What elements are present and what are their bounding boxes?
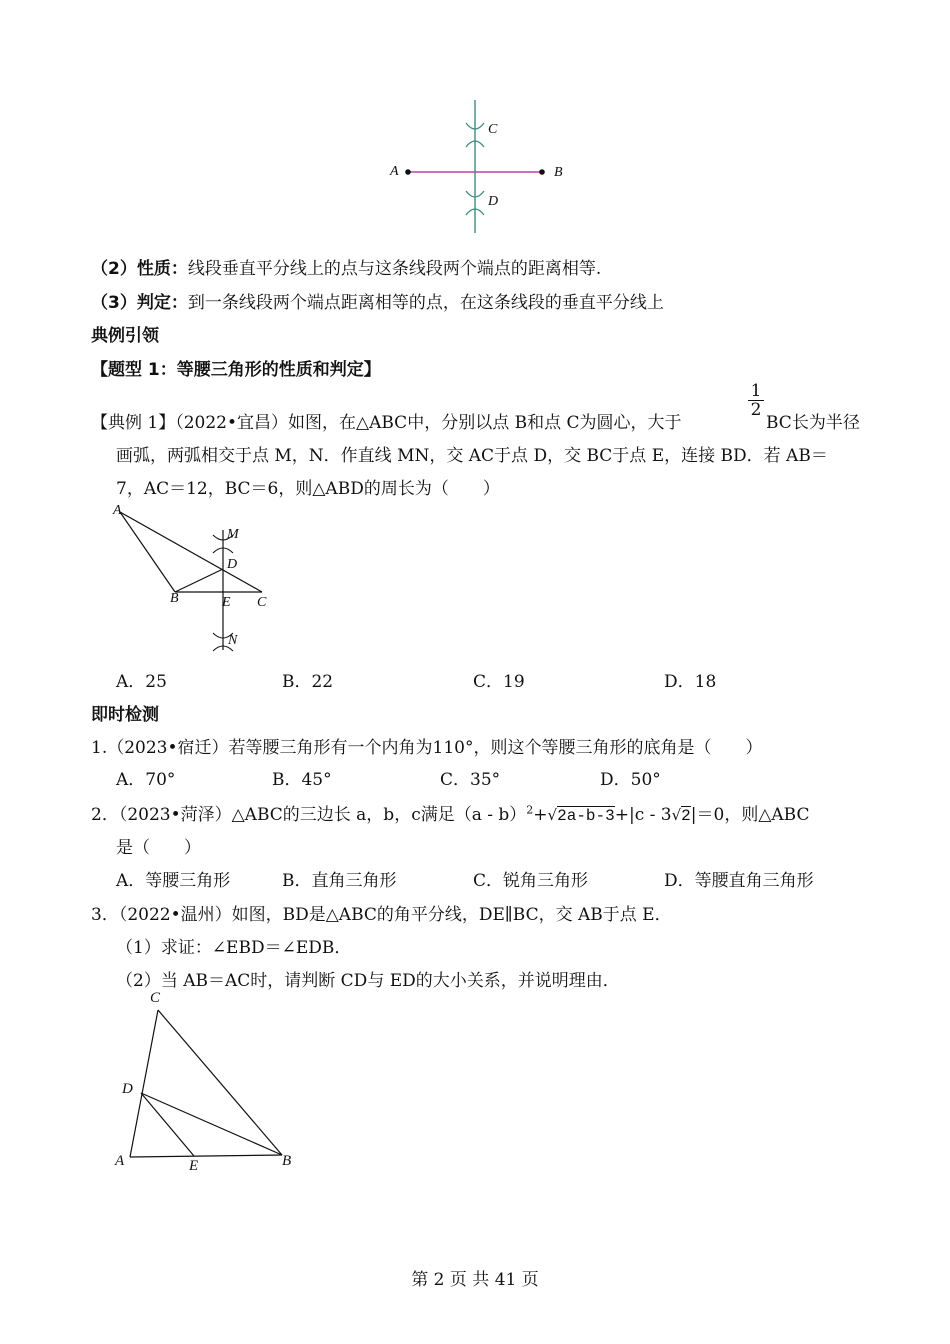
label-b-2: B	[170, 591, 179, 606]
sqrt-sign-2: √	[671, 806, 682, 824]
sqrt-sign: √	[547, 806, 558, 824]
section-heading-example: 典例引领	[91, 326, 159, 346]
label-m: M	[227, 527, 239, 542]
question-3-part-2: （2）当 AB＝AC时，请判断 CD与 ED的大小关系，并说明理由．	[116, 971, 620, 991]
question-3: 3．（2022•温州）如图，BD是△ABC的角平分线，DE∥BC，交 AB于点 E．	[91, 905, 672, 925]
side-ca	[130, 1010, 158, 1157]
example-1-option-c[interactable]: C．19	[473, 672, 525, 692]
q2-option-a[interactable]: A．等腰三角形	[116, 871, 231, 891]
example-1-option-d[interactable]: D．18	[664, 672, 717, 692]
example-1-option-b[interactable]: B．22	[282, 672, 334, 692]
label-b-3: B	[282, 1153, 292, 1169]
property-3-label: （3）判定：	[91, 293, 188, 313]
q1-option-d[interactable]: D．50°	[600, 770, 661, 790]
point-a	[405, 169, 411, 175]
label-a-2: A	[113, 503, 122, 518]
side-ac	[120, 512, 262, 592]
point-b	[539, 169, 545, 175]
example-1-head: 【典例 1】	[91, 413, 176, 433]
q2-tail: ＝0，则△ABC	[696, 805, 810, 825]
label-n: N	[228, 633, 238, 648]
property-2-text: 线段垂直平分线上的点与这条线段两个端点的距离相等.	[187, 259, 602, 279]
example-1-line-1-tail: BC长为半径	[766, 413, 860, 433]
example-1-line-2: 画弧，两弧相交于点 M，N．作直线 MN，交 AC于点 D，交 BC于点 E，连接 BD．若 AB＝	[116, 446, 828, 466]
segment-bd	[175, 569, 223, 592]
q2-superscript: 2	[526, 803, 534, 817]
segment-de	[141, 1093, 194, 1156]
q2-radicand: 2a-b-3	[557, 807, 615, 825]
figure-question-3	[120, 995, 300, 1175]
question-2-line-2: 是（ ）	[116, 838, 201, 858]
fraction-denominator: 2	[750, 400, 762, 420]
example-1-text: （2022•宜昌）如图，在△ABC中，分别以点 B和点 C为圆心，大于	[175, 413, 682, 433]
label-a-3: A	[115, 1153, 125, 1169]
abs-bar-left: |	[628, 805, 635, 825]
side-ab-3	[130, 1155, 282, 1157]
label-d-2: D	[227, 557, 238, 572]
property-2	[91, 254, 601, 279]
label-e-3: E	[189, 1158, 199, 1174]
q2-abs-inner: c - 3	[634, 805, 672, 825]
q2-option-c[interactable]: C．锐角三角形	[473, 871, 589, 891]
label-a: A	[390, 164, 399, 179]
question-2-line-1	[91, 800, 809, 825]
topic-heading: 【题型 1：等腰三角形的性质和判定】	[91, 360, 381, 380]
label-e: E	[222, 595, 231, 610]
side-cb	[158, 1010, 282, 1155]
q1-option-b[interactable]: B．45°	[272, 770, 332, 790]
q2-plus-2: +	[614, 805, 629, 825]
q2-radicand-2: 2	[681, 807, 691, 825]
q2-option-b[interactable]: B．直角三角形	[282, 871, 397, 891]
example-1-option-a[interactable]: A．25	[116, 672, 167, 692]
question-3-part-1: （1）求证：∠EBD＝∠EDB．	[116, 938, 352, 958]
example-1-line-1	[91, 408, 682, 433]
figure-perpendicular-bisector	[380, 95, 580, 235]
property-2-label: （2）性质：	[91, 259, 188, 279]
fraction-half	[748, 382, 764, 419]
section-heading-check: 即时检测	[91, 705, 159, 725]
fraction-numerator: 1	[748, 382, 764, 401]
label-d: D	[488, 194, 499, 209]
segment-db	[141, 1093, 282, 1155]
abs-bar-right: |	[690, 805, 697, 825]
q2-plus: +	[533, 805, 548, 825]
q2-option-d[interactable]: D．等腰直角三角形	[664, 871, 814, 891]
example-1-line-3: 7，AC＝12，BC＝6，则△ABD的周长为（ ）	[116, 479, 500, 499]
label-c: C	[488, 122, 498, 137]
q1-option-a[interactable]: A．70°	[116, 770, 176, 790]
q2-prefix: 2．（2023•菏泽）△ABC的三边长 a，b，c满足（a - b）	[91, 805, 527, 825]
q1-option-c[interactable]: C．35°	[440, 770, 501, 790]
property-3	[91, 288, 664, 313]
label-b: B	[554, 165, 563, 180]
question-1: 1.（2023•宿迁）若等腰三角形有一个内角为110°，则这个等腰三角形的底角是（ ）	[91, 738, 763, 758]
figure-example-1	[110, 505, 280, 655]
property-3-text: 到一条线段两个端点距离相等的点，在这条线段的垂直平分线上	[187, 293, 664, 313]
label-d-3: D	[122, 1081, 133, 1097]
page-footer: 第 2 页 共 41 页	[411, 1270, 539, 1290]
label-c-3: C	[150, 990, 161, 1006]
side-ab	[120, 512, 175, 592]
label-c-2: C	[257, 595, 267, 610]
